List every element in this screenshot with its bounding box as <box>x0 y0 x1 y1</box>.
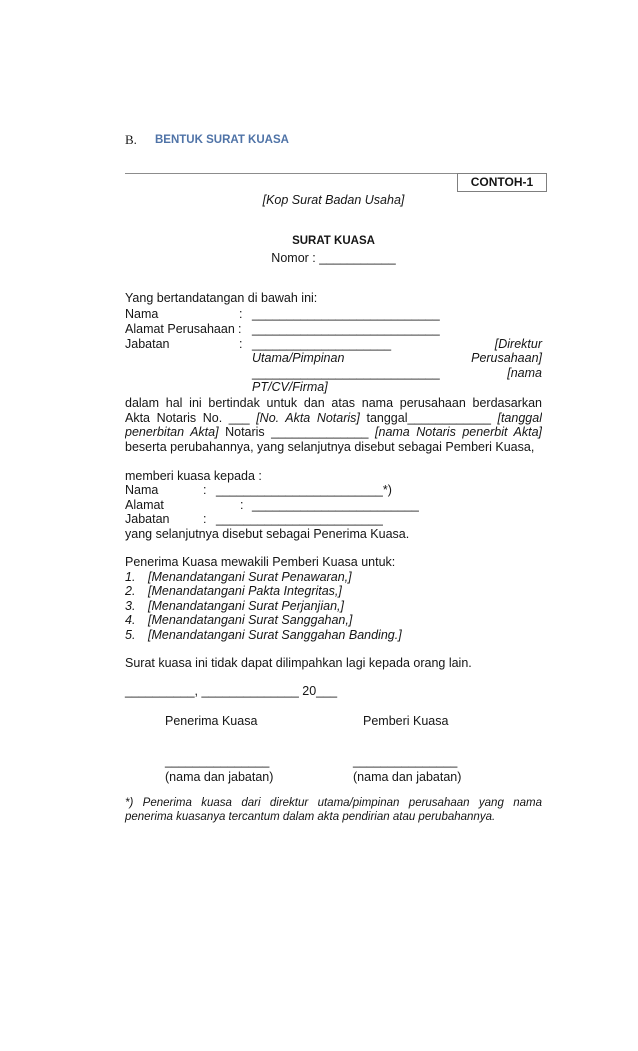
grantee-address-blank: ________________________ <box>252 498 419 512</box>
acting-basis-line-4: beserta perubahannya, yang selanjutnya disebut sebagai Pemberi Kuasa, <box>125 440 535 454</box>
list-item: [Menandatangani Surat Sanggahan,] <box>148 613 353 627</box>
signature-role-grantee: Penerima Kuasa <box>165 714 258 728</box>
list-item-number: 1. <box>125 570 136 584</box>
notary-text: Notaris ______________ <box>225 425 369 439</box>
footnote-line-1: *) Penerima kuasa dari direktur utama/pimpinan perusahaan yang nama <box>125 797 542 809</box>
deed-number-text: Akta Notaris No. ___ <box>125 411 250 425</box>
deed-date-hint-start: [tanggal <box>497 411 542 425</box>
signature-caption-grantee: (nama dan jabatan) <box>165 770 274 784</box>
letterhead-placeholder: [Kop Surat Badan Usaha] <box>262 193 405 207</box>
acting-basis-line-1: dalam hal ini bertindak untuk dan atas nama perusahaan berdasarkan <box>125 396 542 410</box>
grantee-position-blank: ________________________ <box>216 512 383 526</box>
grantee-outro: yang selanjutnya disebut sebagai Penerima Kuasa. <box>125 527 410 541</box>
company-hint-part-2: PT/CV/Firma] <box>252 380 328 394</box>
grantee-address-label: Alamat <box>125 498 164 512</box>
grantee-name-label: Nama <box>125 483 159 497</box>
deed-date-text: tanggal____________ <box>366 411 491 425</box>
list-item: [Menandatangani Surat Penawaran,] <box>148 570 352 584</box>
document-number: Nomor : ___________ <box>271 251 396 265</box>
grantor-address-blank: ___________________________ <box>252 322 440 336</box>
position-hint-part-1: [Direktur <box>494 337 542 351</box>
section-letter: B. <box>125 132 137 147</box>
grantor-position-label: Jabatan <box>125 337 170 351</box>
grantor-address-label: Alamat Perusahaan <box>125 322 235 336</box>
grantor-address-colon: : <box>238 322 242 336</box>
grantee-name-field <box>216 483 392 497</box>
deed-number-hint: [No. Akta Notaris] <box>256 411 360 425</box>
document-title: SURAT KUASA <box>292 235 375 247</box>
sample-badge: CONTOH-1 <box>457 173 547 192</box>
list-item-number: 4. <box>125 613 136 627</box>
place-date-line: __________, ______________ 20___ <box>125 684 338 698</box>
position-hint-part-3: Perusahaan] <box>471 351 542 365</box>
signature-line-grantee: _______________ <box>165 754 270 768</box>
grantor-intro: Yang bertandatangan di bawah ini: <box>125 291 318 305</box>
footnote-line-2: penerima kuasanya tercantum dalam akta pendirian atau perubahannya. <box>125 811 496 823</box>
position-hint-part-2: Utama/Pimpinan <box>252 351 345 365</box>
grantor-name-label: Nama <box>125 307 159 321</box>
grantee-name-blank: ________________________ <box>216 483 383 497</box>
grantee-intro: memberi kuasa kepada : <box>125 469 262 483</box>
grantor-name-colon: : <box>239 307 243 321</box>
grantee-name-colon: : <box>203 483 207 497</box>
company-name-blank: ___________________________ <box>252 366 440 380</box>
authority-intro: Penerima Kuasa mewakili Pemberi Kuasa untuk: <box>125 555 396 569</box>
list-item: [Menandatangani Surat Perjanjian,] <box>148 599 344 613</box>
list-item-number: 2. <box>125 584 136 598</box>
signature-caption-grantor: (nama dan jabatan) <box>353 770 462 784</box>
acting-basis-line-2 <box>125 411 542 425</box>
deed-date-hint-end: penerbitan Akta] <box>125 425 219 439</box>
grantee-position-label: Jabatan <box>125 512 170 526</box>
notary-hint: [nama Notaris penerbit Akta] <box>375 425 542 439</box>
grantee-name-note-mark: *) <box>382 483 392 497</box>
grantor-name-blank: ___________________________ <box>252 307 440 321</box>
company-hint-part-1: [nama <box>507 366 542 380</box>
signature-role-grantor: Pemberi Kuasa <box>363 714 449 728</box>
list-item-number: 5. <box>125 628 136 642</box>
grantor-position-blank: ____________________ <box>252 337 392 351</box>
closing-statement: Surat kuasa ini tidak dapat dilimpahkan lagi kepada orang lain. <box>125 656 472 670</box>
grantee-address-colon: : <box>240 498 244 512</box>
grantee-position-colon: : <box>203 512 207 526</box>
section-title: BENTUK SURAT KUASA <box>155 134 289 146</box>
list-item-number: 3. <box>125 599 136 613</box>
list-item: [Menandatangani Surat Sanggahan Banding.] <box>148 628 402 642</box>
grantor-position-colon: : <box>239 337 243 351</box>
acting-basis-line-3 <box>125 425 542 439</box>
list-item: [Menandatangani Pakta Integritas,] <box>148 584 342 598</box>
signature-line-grantor: _______________ <box>353 754 458 768</box>
